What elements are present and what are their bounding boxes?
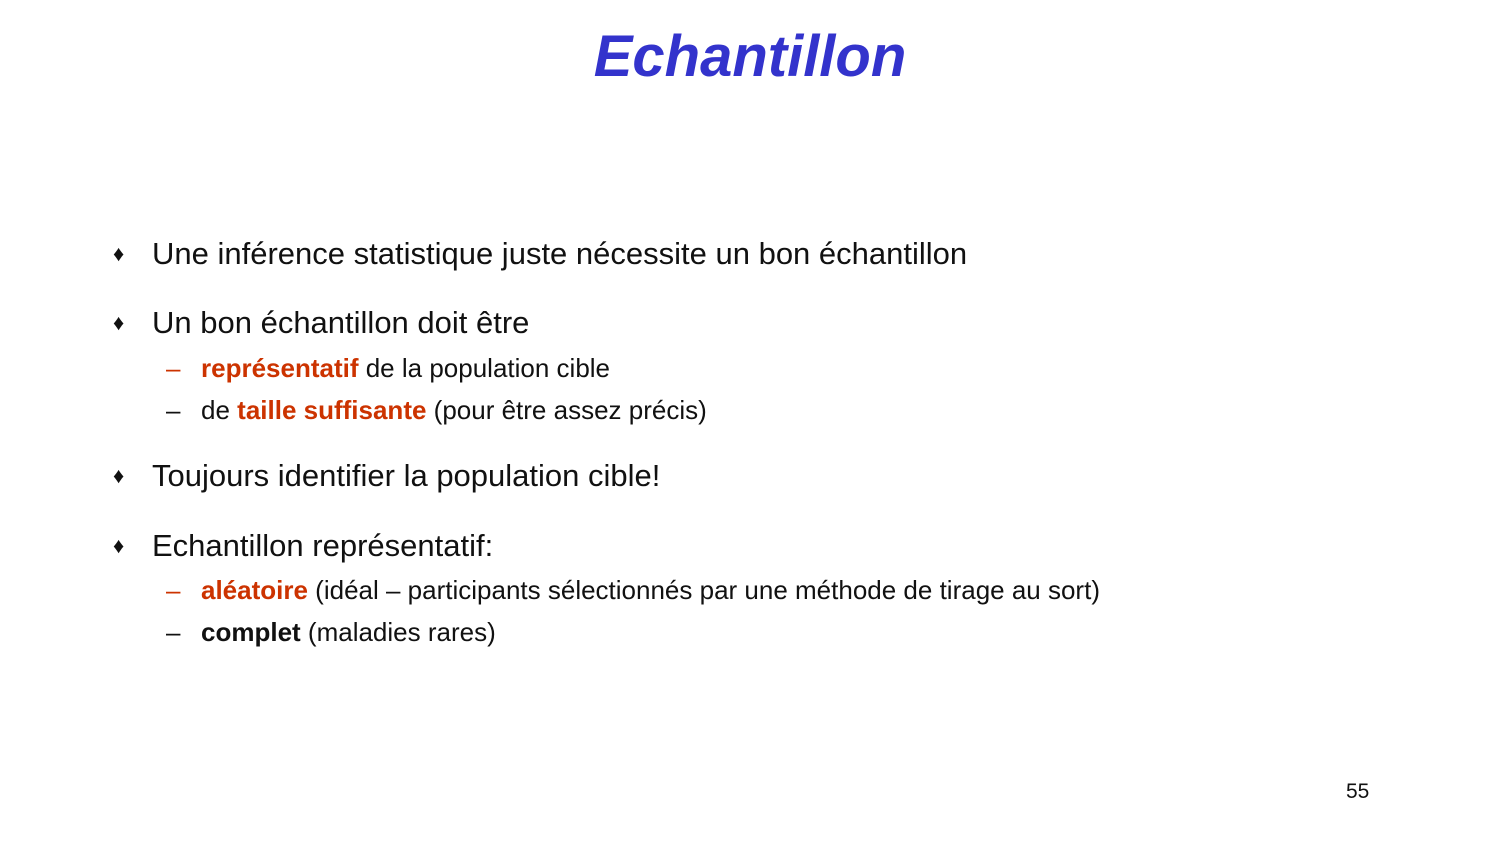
bullet-text: Un bon échantillon doit être [152,305,530,340]
bullet-item [113,456,660,496]
bullet-text: Une inférence statistique juste nécessite un bon échantillon [152,236,968,271]
bullet-text: Toujours identifier la population cible! [152,458,661,493]
sub-text-emphasis: taille suffisante [237,395,427,425]
sub-bullet-item [166,615,496,649]
bullet-item [113,526,493,566]
bullet-text: Echantillon représentatif: [152,528,494,563]
slide-title: Echantillon [593,24,907,89]
diamond-bullet-icon: ♦ [113,241,125,266]
sub-text-suffix: (idéal – participants sélectionnés par une méthode de tirage au sort) [307,575,1100,605]
diamond-bullet-icon: ♦ [113,310,125,335]
dash-bullet-icon: – [166,617,181,647]
dash-bullet-icon: – [166,353,181,383]
bullet-item [113,234,967,274]
sub-text-emphasis: complet [201,617,301,647]
dash-bullet-icon: – [166,395,181,425]
page-number: 55 [1346,780,1370,803]
sub-text-suffix: (maladies rares) [300,617,496,647]
sub-text-emphasis: représentatif [201,353,359,383]
sub-text-suffix: de la population cible [358,353,611,383]
dash-bullet-icon: – [166,575,181,605]
diamond-bullet-icon: ♦ [113,463,125,488]
sub-text-suffix: (pour être assez précis) [426,395,707,425]
bullet-item [113,303,529,343]
diamond-bullet-icon: ♦ [113,533,125,558]
sub-bullet-item [166,573,1100,607]
sub-text-emphasis: aléatoire [201,575,308,605]
sub-bullet-item [166,351,610,385]
sub-bullet-item [166,393,707,427]
sub-text-prefix: de [201,395,238,425]
